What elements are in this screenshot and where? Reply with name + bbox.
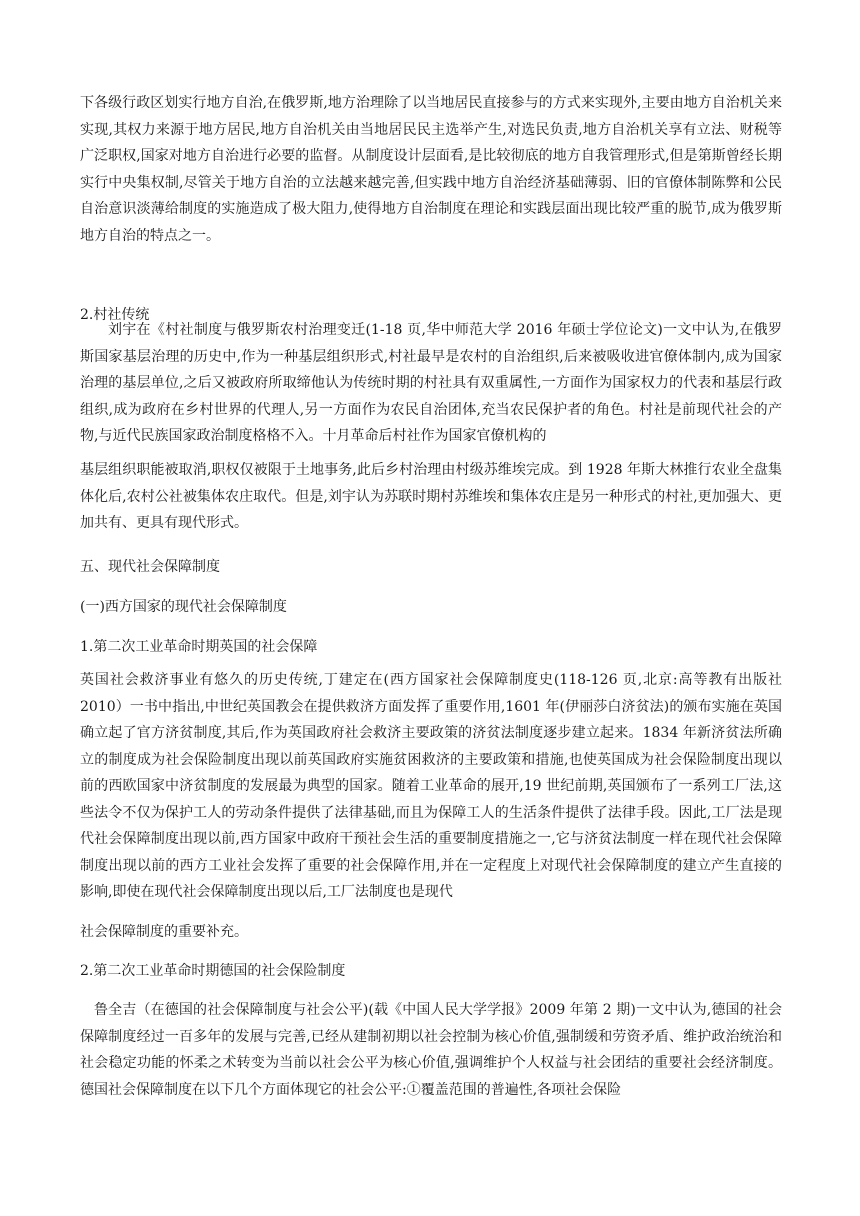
paragraph-russia-local-autonomy: 下各级行政区划实行地方自治,在俄罗斯,地方治理除了以当地居民直接参与的方式来实现外,主要由地方自治机关来实现,其权力来源于地方居民,地方自治机关由当地居民民主选举产生,对选民负责,地方自治机关享有立法、财税等广泛职权,国家对地方自治进行必要的监督。从制度设计层面看,是比较彻底的地方自我管理形式,但是第斯曾经长期实行中央集权制,尽管关于地方自治的立法越来越完善,但实践中地方自治经济基础薄弱、旧的官僚体制陈弊和公民自治意识淡薄给制度的实施造成了极大阻力,使得地方自治制度在理论和实践层面出现比较严重的脱节,成为俄罗斯地方自治的特点之一。 [80,95,782,244]
paragraph-germany-social-fairness: 鲁全吉（在德国的社会保障制度与社会公平)(载《中国人民大学学报》2009 年第 2 期)一文中认为,德国的社会保障制度经过一百多年的发展与完善,已经从建制初期以社会控制为核心价值,强制缓和劳资矛盾、维护政治统治和社会稳定功能的怀柔之术转变为当前以社会公平为核心价值,强调维护个人权益与社会团结的重要社会经济制度。德国社会保障制度在以下几个方面体现它的社会公平:①覆盖范围的普遍性,各项社会保险 [80,1002,782,1098]
heading-section-five: 五、现代社会保障制度 [80,559,220,575]
heading-western-countries: (一)西方国家的现代社会保障制度 [80,599,287,615]
paragraph-uk-poor-law: 英国社会救济事业有悠久的历史传统,丁建定在(西方国家社会保障制度史(118-126 页,北京:高等教有出版社 2010）一书中指出,中世纪英国教会在提供救济方面发挥了重要作用,1601 年(伊丽莎白济贫法)的颁布实施在英国确立起了官方济贫制度,其后,作为英国政府社会救济主要政策的济贫法制度逐步建立起来。1834 年新济贫法所确立的制度成为社会保险制度出现以前英国政府实施贫困救济的主要政策和措施,也使英国成为社会保险制度出现以前的西欧国家中济贫制度的发展最为典型的国家。随着工业革命的展开,19 世纪前期,英国颁布了一系列工厂法,这些法令不仅为保护工人的劳动条件提供了法律基础,而且为保障工人的生活条件提供了法律手段。因此,工厂法是现代社会保障制度出现以前,西方国家中政府干预社会生活的重要制度措施之一,它与济贫法制度一样在现代社会保障制度出现以前的西方工业社会发挥了重要的社会保障作用,并在一定程度上对现代社会保障制度的建立产生直接的影响,即使在现代社会保障制度出现以后,工厂法制度也是现代 [80,672,782,900]
paragraph-village-commune: 刘宇在《村社制度与俄罗斯农村治理变迁(1-18 页,华中师范大学 2016 年硕士学位论文)一文中认为,在俄罗斯国家基层治理的历史中,作为一种基层组织形式,村社最早是农村的自治组织,后来被吸收进官僚体制内,成为国家治理的基层单位,之后又被政府所取缔他认为传统时期的村社具有双重属性,一方面作为国家权力的代表和基层行政组织,成为政府在乡村世界的代理人,另一方面作为农民自治团体,充当农民保护者的角色。村社是前现代社会的产物,与近代民族国家政治制度格格不入。十月革命后村社作为国家官僚机构的 [80,322,782,444]
paragraph-factory-law-conclusion: 社会保障制度的重要补充。 [80,924,248,940]
paragraph-village-soviet: 基层组织职能被取消,职权仅被限于土地事务,此后乡村治理由村级苏维埃完成。到 1928 年斯大林推行农业全盘集体化后,农村公社被集体农庄取代。但是,刘宇认为苏联时期村苏维埃和集体农庄是另一种形式的村社,更加强大、更加共有、更具有现代形式。 [80,462,782,531]
heading-village-tradition: 2.村社传统 [80,307,150,323]
heading-germany-social-insurance: 2.第二次工业革命时期德国的社会保险制度 [80,963,346,979]
heading-uk-social-security: 1.第二次工业革命时期英国的社会保障 [80,639,318,655]
